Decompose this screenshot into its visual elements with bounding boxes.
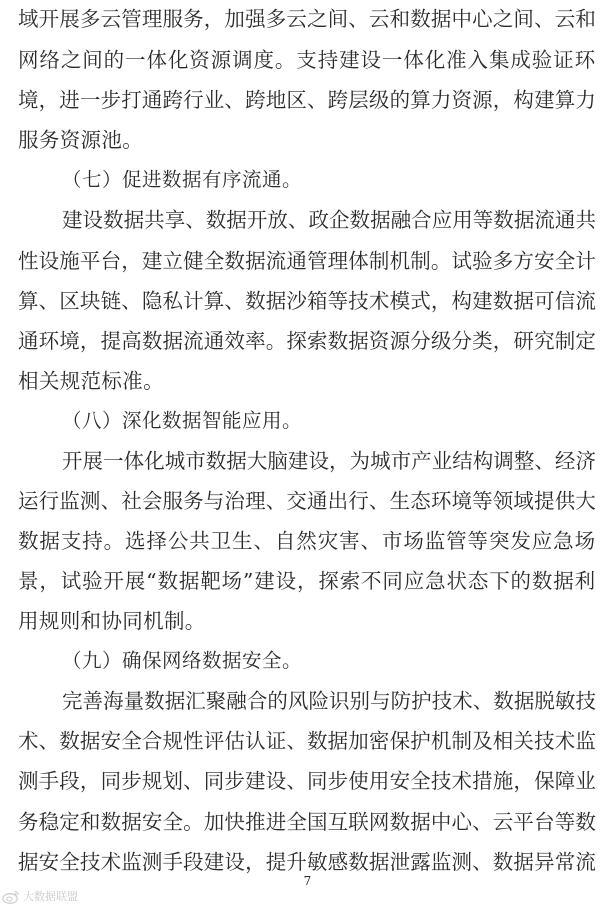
paragraph-line: 据安全技术监测手段建设，提升敏感数据泄露监测、数据异常流 xyxy=(18,850,596,874)
paragraph-line: 完善海量数据汇聚融合的风险识别与防护技术、数据脱敏技 xyxy=(62,689,596,713)
paragraph-line: 运行监测、社会服务与治理、交通出行、生态环境等领域提供大 xyxy=(18,489,596,513)
paragraph-line: 算、区块链、隐私计算、数据沙箱等技术模式，构建数据可信流 xyxy=(18,289,596,313)
paragraph-line: 术、数据安全合规性评估认证、数据加密保护机制及相关技术监 xyxy=(18,729,596,753)
paragraph-line: 通环境，提高数据流通效率。探索数据资源分级分类，研究制定 xyxy=(18,329,596,353)
paragraph-line: 域开展多云管理服务，加强多云之间、云和数据中心之间、云和 xyxy=(18,7,596,31)
watermark-text: 大数据联盟 xyxy=(23,890,78,903)
paragraph-line: 网络之间的一体化资源调度。支持建设一体化准入集成验证环 xyxy=(18,48,596,72)
section-heading: （七）促进数据有序流通。 xyxy=(62,168,303,191)
paragraph-line: 建设数据共享、数据开放、政企数据融合应用等数据流通共 xyxy=(62,208,596,232)
paragraph-line: 相关规范标准。 xyxy=(18,369,164,393)
section-heading: （八）深化数据智能应用。 xyxy=(62,409,303,432)
paragraph-line: 境，进一步打通跨行业、跨地区、跨层级的算力资源，构建算力 xyxy=(18,88,596,112)
weibo-logo-icon xyxy=(2,889,20,904)
page-number: 7 xyxy=(303,874,312,888)
paragraph-line: 务稳定和数据安全。加快推进全国互联网数据中心、云平台等数 xyxy=(18,810,596,834)
paragraph-line: 开展一体化城市数据大脑建设，为城市产业结构调整、经济 xyxy=(62,449,596,473)
paragraph-line: 景，试验开展“数据靶场”建设，探索不同应急状态下的数据利 xyxy=(18,569,596,593)
paragraph-line: 测手段，同步规划、同步建设、同步使用安全技术措施，保障业 xyxy=(18,769,596,793)
paragraph-line: 性设施平台，建立健全数据流通管理体制机制。试验多方安全计 xyxy=(18,249,596,273)
paragraph-line: 用规则和协同机制。 xyxy=(18,609,206,633)
watermark xyxy=(2,886,78,906)
section-heading: （九）确保网络数据安全。 xyxy=(62,649,303,672)
paragraph-line: 服务资源池。 xyxy=(18,128,144,152)
paragraph-line: 数据支持。选择公共卫生、自然灾害、市场监管等突发应急场 xyxy=(18,529,596,553)
